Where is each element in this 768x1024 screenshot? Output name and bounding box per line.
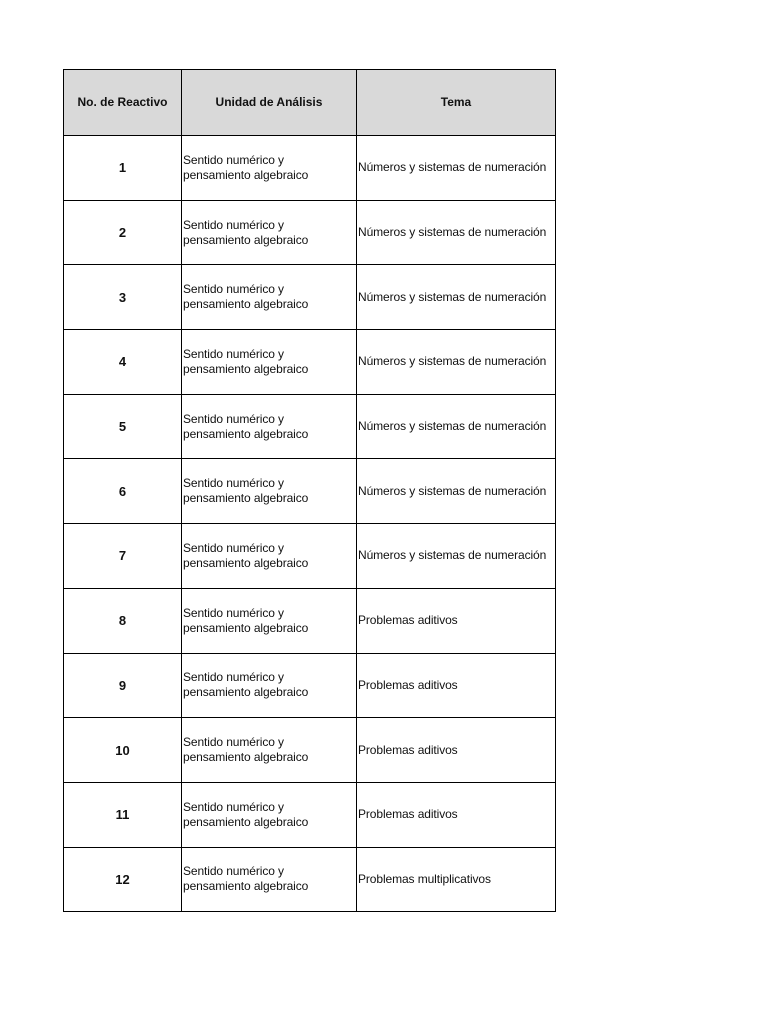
table-body <box>64 136 556 912</box>
reactivos-table <box>63 69 556 912</box>
cell-unidad-analisis: Sentido numérico y pensamiento algebraico <box>182 200 357 265</box>
table-row <box>64 459 556 524</box>
table-row <box>64 394 556 459</box>
table-row <box>64 136 556 201</box>
cell-unidad-analisis: Sentido numérico y pensamiento algebraico <box>182 459 357 524</box>
header-tema: Tema <box>357 70 556 136</box>
cell-tema: Problemas aditivos <box>357 653 556 718</box>
cell-unidad-analisis: Sentido numérico y pensamiento algebraico <box>182 653 357 718</box>
cell-unidad-analisis: Sentido numérico y pensamiento algebraico <box>182 136 357 201</box>
cell-unidad-analisis: Sentido numérico y pensamiento algebraico <box>182 265 357 330</box>
cell-no-reactivo: 5 <box>64 394 182 459</box>
cell-no-reactivo: 9 <box>64 653 182 718</box>
cell-unidad-analisis: Sentido numérico y pensamiento algebraico <box>182 330 357 395</box>
table-row <box>64 588 556 653</box>
cell-tema: Números y sistemas de numeración <box>357 524 556 589</box>
table-row <box>64 782 556 847</box>
cell-tema: Problemas multiplicativos <box>357 847 556 912</box>
table-header-row <box>64 70 556 136</box>
table-row <box>64 524 556 589</box>
cell-unidad-analisis: Sentido numérico y pensamiento algebraico <box>182 718 357 783</box>
cell-no-reactivo: 3 <box>64 265 182 330</box>
cell-no-reactivo: 1 <box>64 136 182 201</box>
cell-no-reactivo: 8 <box>64 588 182 653</box>
cell-tema: Problemas aditivos <box>357 588 556 653</box>
cell-no-reactivo: 7 <box>64 524 182 589</box>
cell-tema: Problemas aditivos <box>357 782 556 847</box>
cell-no-reactivo: 11 <box>64 782 182 847</box>
cell-no-reactivo: 10 <box>64 718 182 783</box>
cell-tema: Números y sistemas de numeración <box>357 394 556 459</box>
cell-unidad-analisis: Sentido numérico y pensamiento algebraico <box>182 524 357 589</box>
cell-no-reactivo: 6 <box>64 459 182 524</box>
cell-unidad-analisis: Sentido numérico y pensamiento algebraico <box>182 394 357 459</box>
table-row <box>64 718 556 783</box>
cell-tema: Problemas aditivos <box>357 718 556 783</box>
cell-no-reactivo: 2 <box>64 200 182 265</box>
table-row <box>64 200 556 265</box>
cell-no-reactivo: 4 <box>64 330 182 395</box>
cell-tema: Números y sistemas de numeración <box>357 459 556 524</box>
header-no-reactivo: No. de Reactivo <box>64 70 182 136</box>
cell-unidad-analisis: Sentido numérico y pensamiento algebraico <box>182 588 357 653</box>
header-unidad-analisis: Unidad de Análisis <box>182 70 357 136</box>
table-row <box>64 653 556 718</box>
cell-tema: Números y sistemas de numeración <box>357 200 556 265</box>
cell-tema: Números y sistemas de numeración <box>357 136 556 201</box>
cell-tema: Números y sistemas de numeración <box>357 330 556 395</box>
table-row <box>64 265 556 330</box>
cell-unidad-analisis: Sentido numérico y pensamiento algebraico <box>182 847 357 912</box>
table-row <box>64 847 556 912</box>
document-page <box>63 69 555 912</box>
cell-unidad-analisis: Sentido numérico y pensamiento algebraico <box>182 782 357 847</box>
cell-no-reactivo: 12 <box>64 847 182 912</box>
table-row <box>64 330 556 395</box>
cell-tema: Números y sistemas de numeración <box>357 265 556 330</box>
